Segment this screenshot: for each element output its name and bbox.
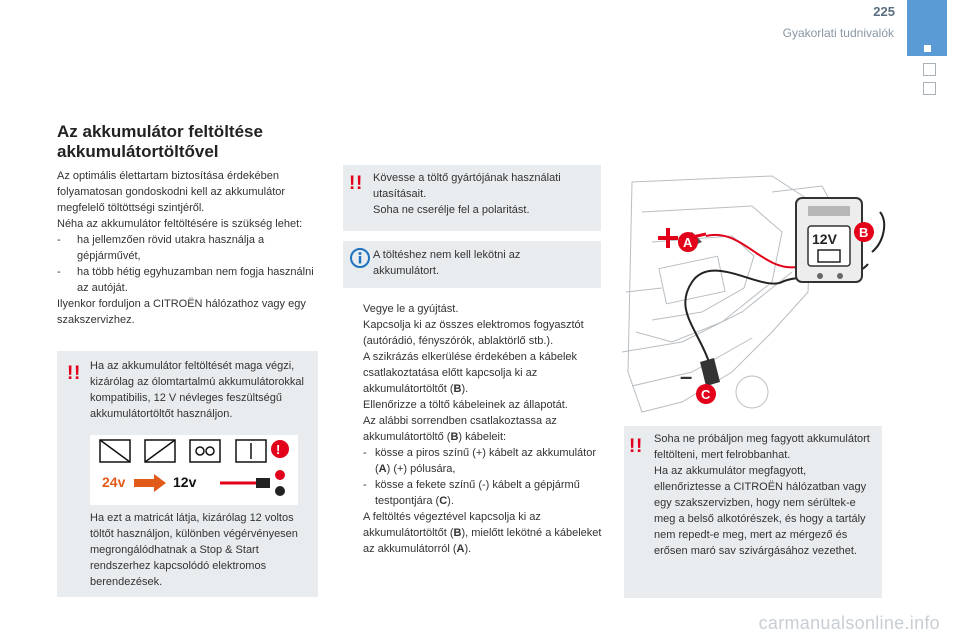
warning-box-left bbox=[57, 351, 318, 597]
checkbox-icon bbox=[343, 509, 363, 557]
checkbox-icon bbox=[343, 397, 363, 413]
warning-bottom-text bbox=[654, 431, 874, 559]
badge-b bbox=[854, 222, 874, 242]
stop-hand-icon bbox=[100, 440, 130, 462]
warning-icon bbox=[628, 434, 650, 456]
checkbox-icon bbox=[343, 349, 363, 397]
badge-c bbox=[696, 384, 716, 404]
sub-step-2-text: kösse a fekete színű (-) kábelt a gépjármű testpontjára ( bbox=[375, 479, 580, 507]
sub-step-1-ref: A bbox=[378, 463, 387, 475]
title-line-1: Az akkumulátor feltöltése bbox=[57, 122, 263, 141]
badge-c-label: C bbox=[701, 387, 711, 402]
step-4: Ellenőrizze a töltő kábeleinek az állapotát. bbox=[363, 399, 568, 411]
list-item bbox=[343, 349, 605, 397]
nav-square-1 bbox=[923, 63, 936, 76]
checkbox-icon bbox=[343, 301, 363, 317]
badge-a bbox=[678, 232, 698, 252]
plus-sign: + bbox=[630, 196, 631, 197]
intro-list-item bbox=[57, 264, 319, 296]
voltage-sticker bbox=[90, 435, 298, 505]
info-text: A töltéshez nem kell lekötni az akkumulátort. bbox=[373, 249, 521, 277]
intro-text bbox=[57, 168, 319, 328]
charger-box bbox=[796, 198, 862, 282]
step-1: Vegye le a gyújtást. bbox=[363, 303, 459, 315]
label-12v: 12v bbox=[173, 474, 197, 490]
section-title: Gyakorlati tudnivalók bbox=[782, 26, 894, 40]
list-item bbox=[343, 301, 605, 317]
page-title bbox=[57, 122, 337, 162]
step-6-mid: ), mielőtt lekötné a kábeleket az akkumulátorról ( bbox=[363, 527, 602, 555]
sub-step-2-end: ). bbox=[447, 495, 454, 507]
warning-bottom-para-2: Ha az akkumulátor megfagyott, ellenőriztesse a CITROËN hálózatban vagy egy szakszervizben, hogy nem sérültek-e meg a belső alkotórészek, és hogy a tartály nem repedt-e meg, mert az mérgező és erősen maró sav szivárgásához vezethet. bbox=[654, 465, 867, 557]
badge-a-label: A bbox=[683, 235, 693, 250]
checkbox-icon bbox=[343, 413, 363, 445]
sub-step-1 bbox=[375, 445, 605, 477]
charger-illustration bbox=[622, 172, 894, 426]
svg-text:!: ! bbox=[356, 173, 363, 193]
info-box bbox=[343, 241, 601, 288]
list-item bbox=[343, 317, 605, 349]
svg-text:!: ! bbox=[629, 436, 636, 456]
step-6-ref-2: A bbox=[456, 543, 465, 555]
step-6-text: A feltöltés végeztével kapcsolja ki az akkumulátortöltőt ( bbox=[363, 511, 541, 539]
battery-warning-icon bbox=[271, 440, 289, 458]
steps-list bbox=[343, 301, 605, 557]
dash-marker: - bbox=[363, 479, 367, 491]
title-line-2: akkumulátortöltővel bbox=[57, 142, 219, 161]
book-icon bbox=[236, 440, 266, 462]
warning-icon bbox=[348, 171, 370, 193]
warning-box-top bbox=[343, 165, 601, 231]
sub-step-1-end: ) (+) pólusára, bbox=[386, 463, 456, 475]
warning-box-bottom bbox=[624, 426, 882, 598]
warning-top-line-1: Kövesse a töltő gyártójának használati utasításait. bbox=[373, 172, 561, 200]
dash-marker: - bbox=[57, 266, 61, 278]
step-5-end: ) kábeleit: bbox=[458, 431, 507, 443]
label-24v: 24v bbox=[102, 474, 126, 490]
list-item bbox=[343, 397, 605, 413]
list-item bbox=[343, 413, 605, 445]
step-6-end: ). bbox=[464, 543, 472, 555]
warning-top-line-2: Soha ne cserélje fel a polaritást. bbox=[373, 204, 530, 216]
intro-paragraph-1: Az optimális élettartam biztosítása érdekében folyamatosan gondoskodni kell az akkumulátor megfelelő töltöttségi szintjéről. bbox=[57, 170, 286, 214]
checkbox-icon bbox=[343, 317, 363, 349]
step-5-text: Az alábbi sorrendben csatlakoztassa az akkumulátortöltő ( bbox=[363, 415, 557, 443]
corner-tab bbox=[907, 0, 947, 56]
intro-paragraph-2: Néha az akkumulátor feltöltésére is szükség lehet: bbox=[57, 218, 303, 230]
fire-forbidden-icon bbox=[145, 440, 175, 462]
svg-text:!: ! bbox=[276, 442, 281, 457]
step-3-text: A szikrázás elkerülése érdekében a kábelek csatlakoztatása előtt kapcsolja ki az akkumulátortöltőt ( bbox=[363, 351, 578, 395]
svg-text:!: ! bbox=[67, 363, 74, 383]
warning-bottom-para-1: Soha ne próbáljon meg fagyott akkumulátort feltölteni, mert felrobbanhat. bbox=[654, 433, 870, 461]
step-2: Kapcsolja ki az összes elektromos fogyasztót (autórádió, fényszórók, ablaktörlő stb.). bbox=[363, 319, 584, 347]
step-6-ref-1: B bbox=[453, 527, 462, 539]
sub-step-2 bbox=[375, 477, 605, 509]
warning-left-text: Ha az akkumulátor feltöltését maga végzi, kizárólag az ólomtartalmú akkumulátorokkal kompatibilis, 12 V névleges feszültségű akkumulátortöltőt használjon. bbox=[90, 360, 304, 420]
warning-icon bbox=[66, 361, 88, 383]
svg-text:!: ! bbox=[349, 173, 356, 193]
page-number: 225 bbox=[873, 4, 895, 19]
sub-step-2-ref: C bbox=[439, 495, 448, 507]
intro-list-item bbox=[57, 232, 319, 264]
svg-text:!: ! bbox=[636, 436, 643, 456]
step-3-ref: B bbox=[453, 383, 462, 395]
minus-sign: – bbox=[680, 364, 693, 389]
intro-item-1: ha jellemzően rövid utakra használja a gépjárművét, bbox=[77, 234, 265, 262]
step-5-ref: B bbox=[450, 431, 459, 443]
intro-paragraph-3: Ilyenkor forduljon a CITROËN hálózathoz vagy egy szakszervizhez. bbox=[57, 298, 306, 326]
charger-label: 12V bbox=[812, 231, 837, 247]
goggles-icon bbox=[190, 440, 220, 462]
badge-b-label: B bbox=[859, 225, 869, 240]
info-icon bbox=[349, 247, 371, 269]
svg-text:!: ! bbox=[74, 363, 81, 383]
warning-left-text-2: Ha ezt a matricát látja, kizárólag 12 voltos töltőt használjon, különben végérvényesen megrongálódhatnak a Stop & Start rendszerhez kapcsolódó elektromos berendezések. bbox=[90, 512, 298, 588]
sub-item bbox=[343, 477, 605, 509]
step-5 bbox=[363, 413, 605, 445]
nav-square-2 bbox=[923, 82, 936, 95]
list-item bbox=[343, 509, 605, 557]
sub-item bbox=[343, 445, 605, 477]
sub-step-1-text: kösse a piros színű (+) kábelt az akkumulátor ( bbox=[375, 447, 597, 475]
intro-item-2: ha több hétig egyhuzamban nem fogja használni az autóját. bbox=[77, 266, 314, 294]
step-3-end: ). bbox=[461, 383, 469, 395]
step-6 bbox=[363, 509, 605, 557]
watermark: carmanualsonline.info bbox=[758, 613, 940, 633]
tab-dot bbox=[924, 45, 931, 52]
dash-marker: - bbox=[57, 234, 61, 246]
dash-marker: - bbox=[363, 447, 367, 459]
warning-top-text bbox=[373, 170, 593, 218]
step-3 bbox=[363, 349, 605, 397]
